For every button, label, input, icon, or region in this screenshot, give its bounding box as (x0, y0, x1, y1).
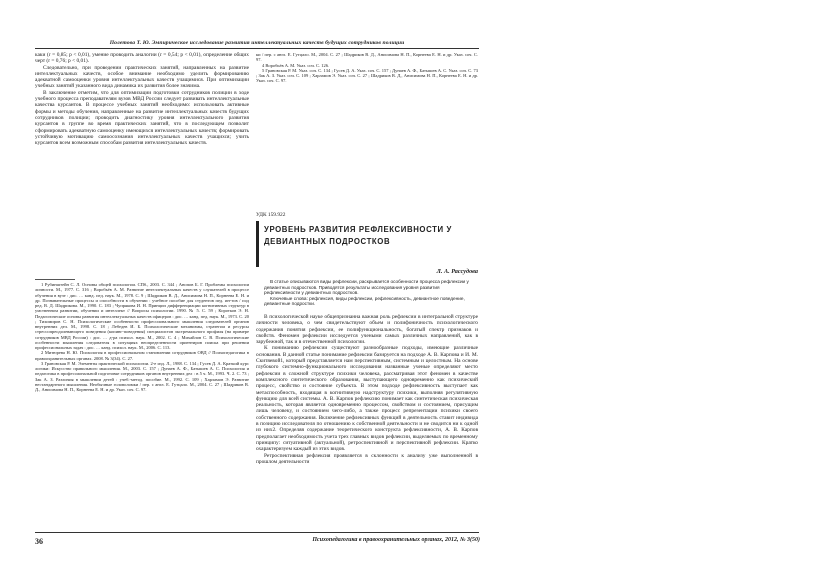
body-paragraph-1: В психологической науке общепризнанна важная роль рефлексии в интегральной структуре личности человека, о чем свидетельствуют объем и полифоничность психологического содержания понятия рефлексии, ее полифункциональность, богатый спектр признаков и свойств. Феномен рефлексии исследуется учеными самых различных направлений, как в зарубежной, так и в отечественной психологии. (256, 314, 478, 346)
udc-code: УДК 159.922 (256, 212, 286, 218)
right-footnotes (256, 52, 478, 84)
footnote-5: 5 Грановская Р. М. Указ. соч. С. 134 ; Гусев Д. А. Указ. соч. С. 157 ; Дунаев А. Ф., Батышев А. С. Указ. соч. С. 73 ; Зак А. З. Указ. соч. С. 109 ; Харламов Э. Указ. соч. С. 27 ; Шадриков В. Д., Анисимова Н. П., Корнеева Е. Н. и др. Указ. соч. С. 97. (256, 67, 478, 84)
footer-rule (35, 532, 479, 533)
body-paragraph-2: К пониманию рефлексии существуют разнообразные подходы, имеющие различные основания. В данной статье понимание рефлексии базируется на подходе А. В. Карпова и И. М. Скитяевой1, который представляется нам перспективным, системным и целостным. На основе глубокого системно-функционального исследования названные ученые определяют место рефлексии в сложной структуре психики человека, рассматривая этот феномен в качестве комплексного синтетического образования, выступающего одновременно как психический процесс, свойство и состояние субъекта. В этом подходе рефлексивность выступает как метаспособность, входящая в когнитивную надструктуру психики, выполняя регулятивную функцию для всей системы. А. В. Карпов рефлексию понимает как синтетическая психическая реальность, которая является одновременно процессом, свойством и состоянием, присущим лишь человеку, и состоянием чего-либо, а также процесс репрезентации психики своего собственного содержания. Включение рефлексивных функций в деятельность ставит индивида в позицию исследователя по отношению к собственной деятельности и не сводится ни к одной из них2. Определяя содержание теоретического конструкта рефлексивности, А. В. Карпов предполагает необходимость учета трех главных видов рефлексии, выделяемых по временному принципу: ситуативной (актуальной), ретроспективной и перспективной рефлексии. Кратко охарактеризуем каждый из этих видов. (256, 345, 478, 453)
footnote-4: 4 Воробьёв А. М. Указ. соч. С. 126. (262, 62, 330, 68)
journal-footer: Психопедагогика в правоохранительных органах, 2012, № 3(50) (312, 537, 480, 543)
article-title: УРОВЕНЬ РАЗВИТИЯ РЕФЛЕКСИВНОСТИ У ДЕВИАНТНЫХ ПОДРОСТКОВ (264, 225, 452, 246)
left-footnote-rule (35, 279, 75, 280)
article-abstract (264, 279, 476, 307)
keywords-text: Ключевые слова: рефлексия, виды рефлексии, рефлексивность, девиантное поведение, девиантные подростки. (264, 295, 465, 307)
footnote-3-cont: ки / пер. с англ. Е. Гутцало. М., 2004. С. 27 ; Шадриков В. Д., Анисимова Н. П., Корнеева Е. Н. и др. Указ. соч. С. 97. (256, 52, 478, 63)
abstract-text: В статье описываются виды рефлексии, раскрывается особенности процесса рефлексии у девиантных подростков. Приводятся результаты исследования уровня развития рефлексивности у девиантных подростков. (264, 279, 469, 296)
header-rule (35, 48, 479, 49)
running-header: Полетова Т. Ю. Эмпирическое исследование развития интеллектуальных качеств будущих сотрудников полиции (109, 40, 405, 46)
left-footnotes (35, 282, 249, 392)
footnote-1: 1 Рубинштейн С. Л. Основы общей психологии. СПб., 2003. С. 344 ; Анопов Б. Г. Проблемы психологии личности. М., 1977. С. 316 ; Воробьёв А. М. Развитие интеллектуальных качеств у слушателей в процессе обучения в вузе : дис. … канд. пед. наук. М., 1978. С. 9 ; Шадриков В. Д., Анисимова Н. П., Корнеева Е. Н. и др. Познавательные процессы и способности в обучении : учебное пособие для студентов пед. ин-тов / под ред. В. Д. Шадрикова. М., 1990. С. 183 ; Чупрякова И. Н. Принцип дифференциации когнитивных структур в умственном развитии, обучении и интеллект // Вопросы психологии. 1990. № 5. С. 59 ; Коротков Э. Н. Педагогические основы развития интеллектуальных качеств офицеров : дис. … канд. пед. наук. М., 1973. С. 20 ; Тихомиров С. Н. Психологические особенности профессионального мышления следователей органов внутренних дел. М., 1998. С. 18 ; Лебедев И. Б. Психологические механизмы, стратегии и ресурсы стрессопреодолевающего поведения (копинг-поведения) специалистов экстремального профиля (на примере сотрудников МВД России) : дис. … д-ра психол. наук. М., 2002. С. 4 ; Михайлов С. В. Психологические особенности мышления следователя в ситуациях неопределенности ориентиров поиска при решении профессиональных задач : дис. … канд. психол. наук. М., 2006. С. 113. (35, 282, 249, 350)
page-number: 36 (35, 537, 43, 546)
footnote-2: 2 Митюрева Н. Ю. Психология в профессиональном становлении сотрудников ОВД // Психопедагогика в правоохранительных органах. 2008. № 3(34). С. 27. (35, 350, 249, 361)
article-author: Л. А. Рассудова (436, 268, 478, 275)
article-body (256, 314, 478, 465)
body-paragraph-3: Ретроспективная рефлексия проявляется в склонности к анализу уже выполненной в прошлом деятельности (256, 452, 478, 465)
left-paragraph-1: каки (r = 0,85; p < 0,01), умение проводить аналогии (r = 0,54; p < 0,01), определение общих черт (r = 0,76; p < 0,01). (35, 52, 249, 65)
left-column (35, 52, 249, 146)
left-paragraph-3: В заключение отметим, что для оптимизации подготовки сотрудников полиции в ходе учебного процесса преподавателям вузов МВД России следует развивать интеллектуальные качества курсантов. В процессе учебных занятий необходимо: использовать активные формы и методы обучения, направленные на развитие интеллектуальных качеств будущих сотрудников полиции; проводить диагностику уровня интеллектуального развития курсантов в группе во время практических занятий, что в последующем позволит сформировать адекватную самооценку имеющихся интеллектуальных качеств; формировать устойчивую мотивацию самоосознания интеллектуальных качеств учащихся; учить курсантов всем возможным способам развития интеллектуальных качеств. (35, 89, 249, 147)
left-paragraph-2: Следовательно, при проведении практических занятий, направленных на развитие интеллектуальных качеств, особое внимание необходимо уделить формированию адекватной самооценки уровня интеллектуальных качеств учащимися. При оптимизации учебных занятий указанного вида динамика их развития более значима. (35, 64, 249, 90)
footnote-3: 3 Грановская Р. М. Элементы практической психологии. 2-е изд. Л., 1988. С. 134 ; Гусев Д. А. Краткий курс логики: Искусство правильного мышления. М., 2003. С. 157 ; Дунаев А. Ф., Батышев А. С. Психология и педагогика в профессиональной подготовке сотрудников органов внутренних дел : в 5 ч. М., 1993. Ч. 2. С. 73 ; Зак А. З. Различия в мышлении детей : учеб.-метод. пособие. М., 1992. С. 109 ; Харламов Э. Развитие нестандартного мышления. Необычные головоломки / пер. с англ. Е. Гутцало. М., 2004. С. 27 ; Шадриков В. Д., Анисимова Н. П., Корнеева Е. Н. и др. Указ. соч. С. 97. (35, 360, 249, 392)
